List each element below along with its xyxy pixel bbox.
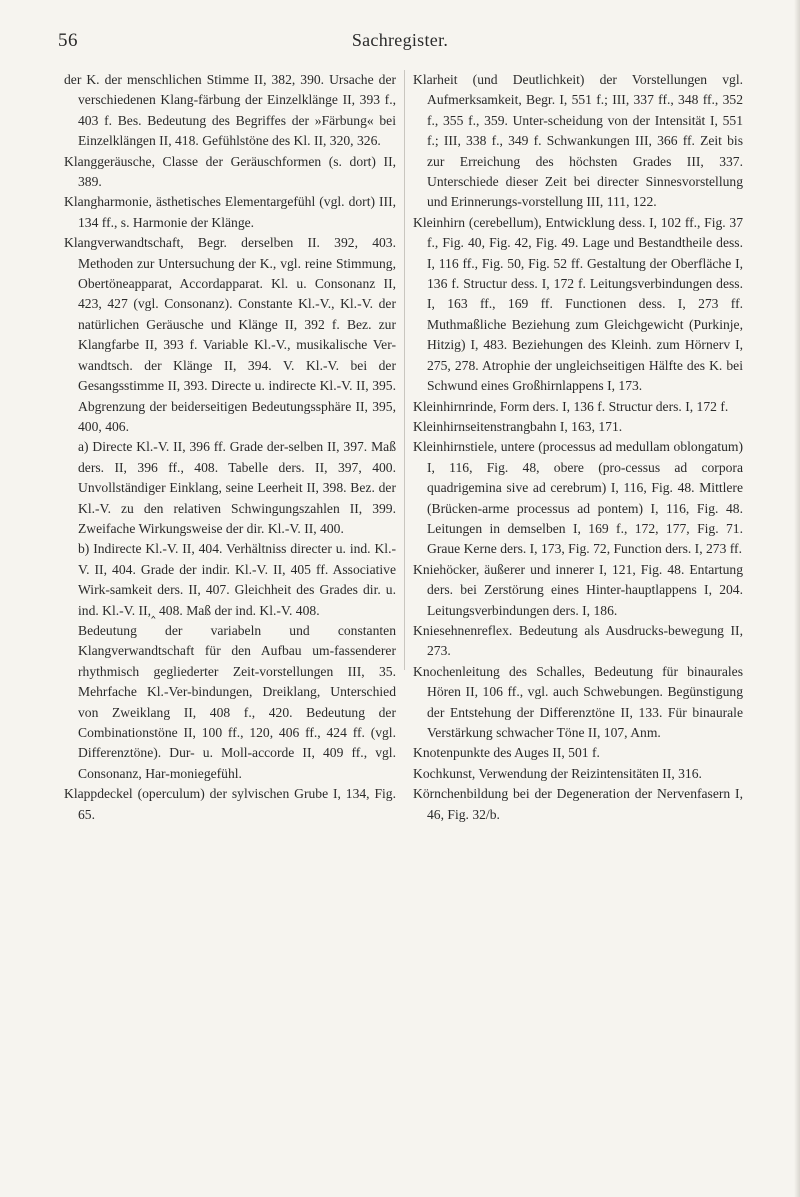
index-entry: Klangharmonie, ästhetisches Elementargefühl (vgl. dort) III, 134 ff., s. Harmonie der Klänge. bbox=[64, 194, 396, 230]
left-column bbox=[64, 70, 396, 825]
index-entry: Kleinhirn (cerebellum), Entwicklung dess. I, 102 ff., Fig. 37 f., Fig. 40, Fig. 42, Fig. 49. Lage und Bestandtheile dess. I, 116 ff., Fig. 50, Fig. 52 ff. Gestaltung der Oberfläche I, 136 f. Structur dess. I, 172 f. Leitungsverbindungen dess. I, 163 ff., 169 ff. Functionen dess. I, 273 ff. Muthmaßliche Beziehung zum Gleichgewicht (Purkinje, Hitzig) I, 483. Beziehungen des Kleinh. zum Hörnerv I, 275, 278. Atrophie der ungleichseitigen Hälfte des K. bei Schwund eines Großhirnlappens I, 173. bbox=[413, 214, 743, 394]
index-entry: Klappdeckel (operculum) der sylvischen Grube I, 134, Fig. 65. bbox=[64, 786, 396, 822]
column-divider bbox=[404, 70, 405, 670]
index-entry: Kleinhirnrinde, Form ders. I, 136 f. Structur ders. I, 172 f. bbox=[413, 398, 729, 414]
index-entry: Kochkunst, Verwendung der Reizintensitäten II, 316. bbox=[413, 765, 702, 781]
index-subentry: a) Directe Kl.-V. II, 396 ff. Grade der-selben II, 397. Maß ders. II, 396 ff., 408. Tabelle ders. II, 397, 400. Unvollständiger Einklang, seine Leerheit II, 398. Bez. der Kl.-V. zu den relativen Schwingungszahlen II, 399. Zweifache Wirkungsweise der dir. Kl.-V. II, 400. bbox=[78, 439, 396, 536]
index-entry: Körnchenbildung bei der Degeneration der Nervenfasern I, 46, Fig. 32/b. bbox=[413, 786, 743, 822]
index-entry: Klanggeräusche, Classe der Geräuschformen (s. dort) II, 389. bbox=[64, 153, 396, 190]
index-entry: Knotenpunkte des Auges II, 501 f. bbox=[413, 745, 600, 761]
index-entry: Kleinhirnstiele, untere (processus ad medullam oblongatum) I, 116, Fig. 48, obere (pro-cessus ad corpora quadrigemina sive ad cerebrum) I, 116, Fig. 48. Mittlere (Brücken-arme processus ad pontem) I, 116, Fig. 48. Leitungen in demselben I, 169 f., 172, 177, Fig. 71. Graue Kerne ders. I, 173, Fig. 72, Function ders. I, 273 ff. bbox=[413, 439, 743, 557]
index-subentry: b) Indirecte Kl.-V. II, 404. Verhältniss directer u. ind. Kl.-V. II, 404. Grade der indir. Kl.-V. II, 405 ff. Associative Wirk-samkeit ders. II, 407. Gleichheit des Grades dir. u. ind. Kl.-V. II,‸ 408. Maß der ind. Kl.-V. 408. bbox=[78, 541, 396, 618]
index-entry: der K. der menschlichen Stimme II, 382, 390. Ursache der verschiedenen Klang-färbung der Einzelklänge II, 393 f., 403 f. Bes. Bedeutung des Begriffes der »Färbung« bei Einzelklängen II, 418. Gefühlstöne des Kl. II, 320, 326. bbox=[64, 72, 396, 149]
page-number: 56 bbox=[58, 30, 78, 51]
index-entry: Knochenleitung des Schalles, Bedeutung für binaurales Hören II, 106 ff., vgl. auch Schwebungen. Begünstigung der Entstehung der Differenztöne II, 133. Für binaurale Verstärkung schwacher Töne II, 107, Anm. bbox=[413, 663, 743, 740]
index-entry: Kleinhirnseitenstrangbahn I, 163, 171. bbox=[413, 418, 623, 434]
index-entry: Klarheit (und Deutlichkeit) der Vorstellungen vgl. Aufmerksamkeit, Begr. I, 551 f.; III, 337 ff., 348 ff., 352 f., 355 f., 359. Unter-scheidung von der Intensität I, 551 f.; III, 338 f., 349 f. Schwankungen III, 366 ff. Zeit bis zur Erreichung des höchsten Grades III, 337. Unterschiede dieser Zeit bei directer Sinnesvorstellung und Erinnerungs-vorstellung III, 111, 122. bbox=[413, 72, 743, 210]
running-head: Sachregister. bbox=[351, 30, 449, 50]
index-subentry: Bedeutung der variabeln und constanten Klangverwandtschaft für den Aufbau um-fassenderer rhythmisch gegliederter Zeit-vorstellungen III, 35. Mehrfache Kl.-Ver-bindungen, Dreiklang, Unterschied von Zweiklang II, 408 f., 420. Bedeutung der Combinationstöne II, 100 ff., 120, 406 ff., 424 ff. (vgl. Differenztöne). Dur- u. Moll-accorde II, 409 ff., vgl. Consonanz, Har-moniegefühl. bbox=[78, 622, 396, 781]
index-entry: Klangverwandtschaft, Begr. derselben II. 392, 403. Methoden zur Untersuchung der K., vgl. reine Stimmung, Obertöneapparat, Accordapparat. Kl. u. Consonanz II, 423, 427 (vgl. Consonanz). Constante Kl.-V., Kl.-V. der natürlichen Geräusche und Klänge II, 392 f. Bez. zur Klangfarbe II, 393 f. Variable Kl.-V., musikalische Ver-wandtsch. der Klänge II, 394. V. Kl.-V. bei der Gesangsstimme II, 393. Directe u. indirecte Kl.-V. II, 395. Abgrenzung der beiderseitigen Bedeutungssphäre II, 395, 400, 406. bbox=[64, 235, 396, 434]
page-edge bbox=[794, 0, 800, 1197]
index-entry: Kniehöcker, äußerer und innerer I, 121, Fig. 48. Entartung ders. bei Zerstörung eines Hinter-hauptlappens I, 204. Leitungsverbindungen ders. I, 186. bbox=[413, 561, 743, 618]
index-entry: Kniesehnenreflex. Bedeutung als Ausdrucks-bewegung II, 273. bbox=[413, 622, 743, 659]
right-column bbox=[413, 70, 743, 825]
